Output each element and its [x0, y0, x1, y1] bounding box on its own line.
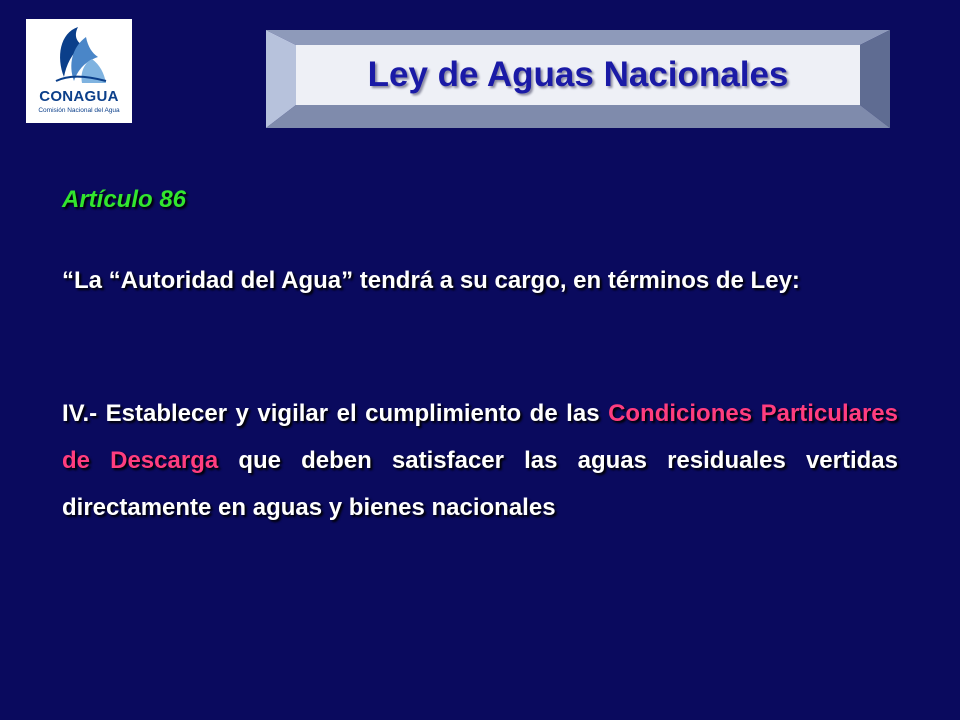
item-iv-prefix: IV.- Establecer y vigilar el cumplimiento de las: [62, 400, 600, 427]
intro-paragraph: “La “Autoridad del Agua” tendrá a su cargo, en términos de Ley:: [62, 267, 800, 294]
item-iv-paragraph: [62, 390, 898, 531]
article-heading: Artículo 86: [62, 186, 187, 213]
page-title: Ley de Aguas Nacionales: [367, 55, 789, 94]
conagua-logo: [26, 19, 132, 123]
item-iv-suffix: que deben satisfacer las aguas residuales vertidas directamente en aguas y bienes nacionales: [62, 447, 898, 521]
logo-subtitle: Comisión Nacional del Agua: [38, 107, 120, 114]
highlighted-term: Condiciones Particulares de Descarga: [62, 400, 898, 474]
logo-wordmark: CONAGUA: [39, 88, 119, 105]
title-banner: [266, 30, 890, 128]
